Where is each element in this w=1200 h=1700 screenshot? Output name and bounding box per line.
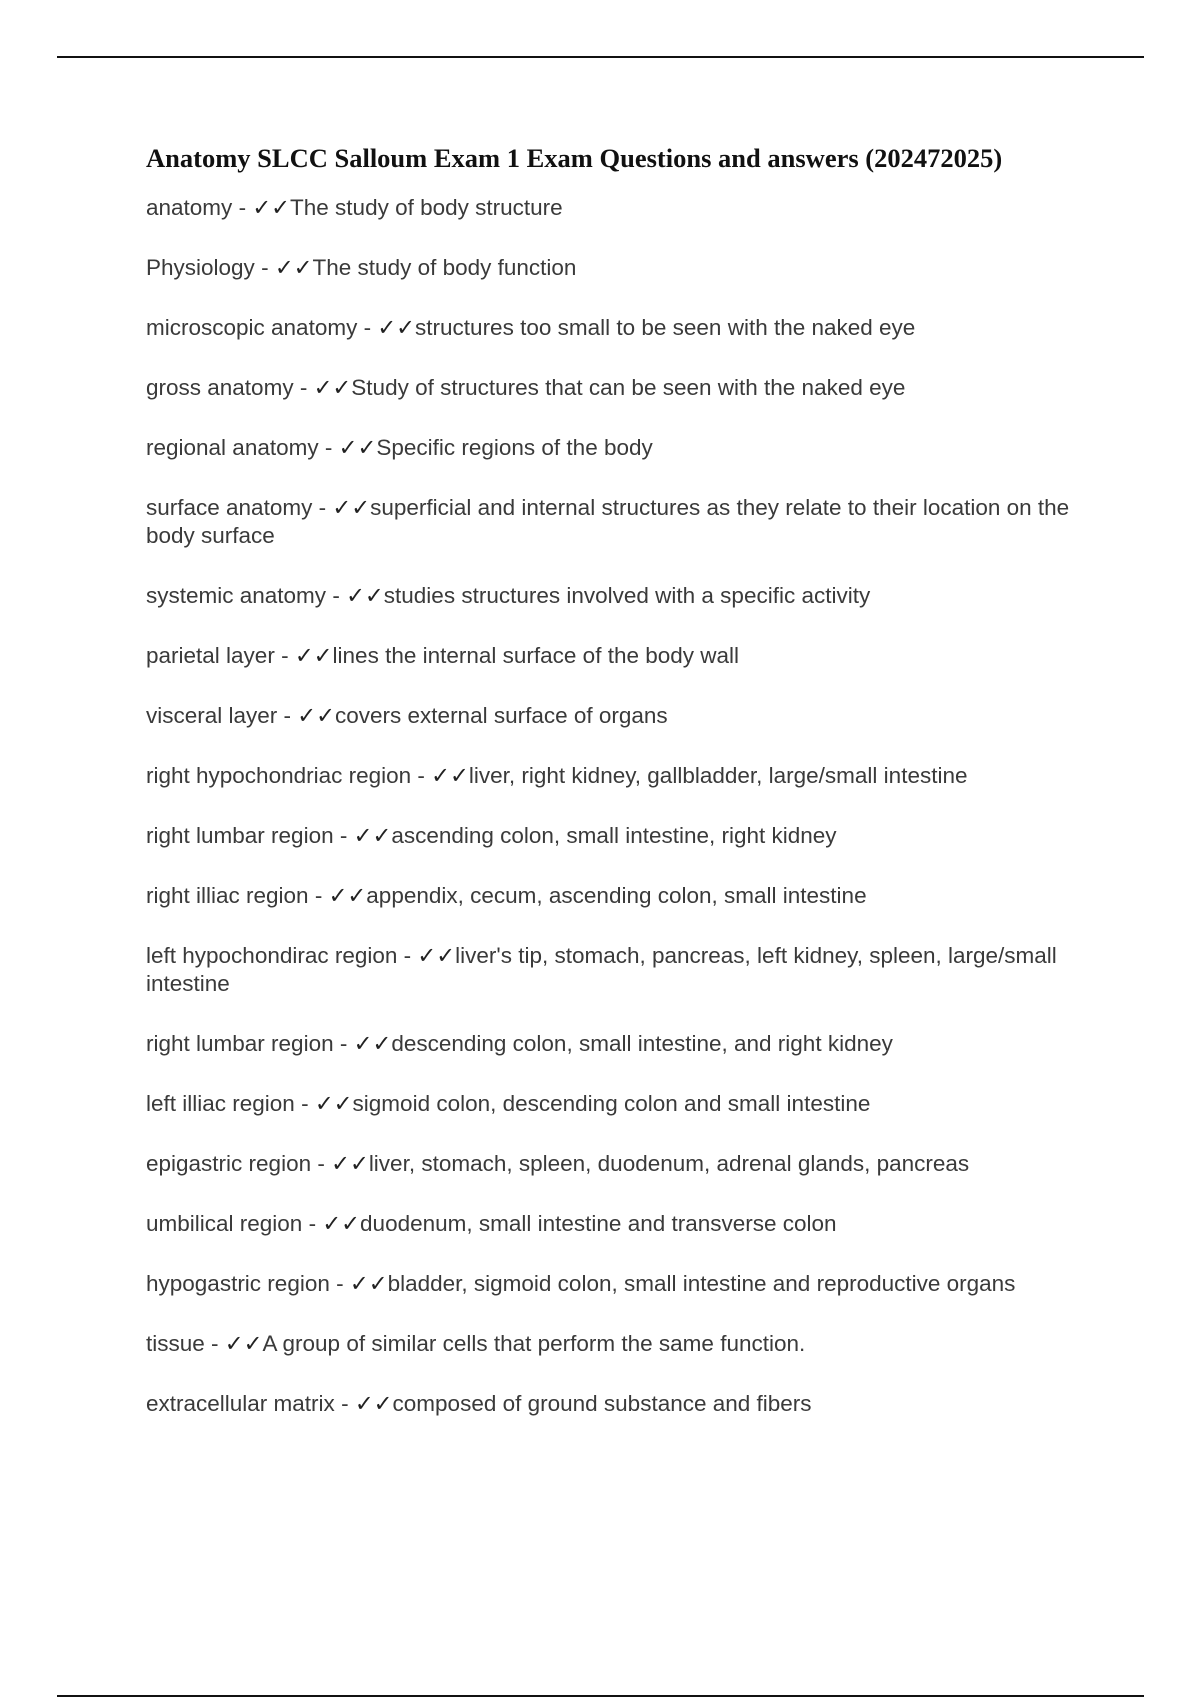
list-item — [146, 374, 1086, 402]
check-mark-icon: ✓✓ — [353, 823, 392, 849]
term: extracellular matrix — [146, 1391, 335, 1416]
separator: - — [329, 1271, 350, 1296]
check-mark-icon: ✓✓ — [314, 1091, 353, 1117]
separator: - — [397, 943, 418, 968]
separator: - — [334, 1391, 355, 1416]
definition: lines the internal surface of the body wall — [332, 643, 740, 668]
list-item — [146, 1210, 1086, 1238]
term: parietal layer — [146, 643, 275, 668]
definition: covers external surface of organs — [335, 703, 668, 728]
definition: liver, stomach, spleen, duodenum, adrenal glands, pancreas — [368, 1151, 970, 1176]
check-mark-icon: ✓✓ — [431, 763, 469, 789]
definition: A group of similar cells that perform the same function. — [262, 1331, 806, 1356]
definition: composed of ground substance and fibers — [392, 1391, 812, 1416]
term: surface anatomy — [146, 495, 313, 520]
definition: studies structures involved with a specific activity — [383, 583, 871, 608]
check-mark-icon: ✓✓ — [252, 195, 291, 221]
list-item — [146, 494, 1086, 550]
list-item — [146, 1090, 1086, 1118]
definition: The study of body structure — [290, 195, 563, 220]
term: epigastric region — [146, 1151, 312, 1176]
definition: duodenum, small intestine and transverse colon — [360, 1211, 837, 1236]
term: Physiology — [146, 255, 255, 280]
list-item — [146, 582, 1086, 610]
term-list — [146, 194, 1086, 1418]
definition: The study of body function — [312, 255, 577, 280]
term: right lumbar region — [146, 823, 334, 848]
check-mark-icon: ✓✓ — [338, 435, 377, 461]
check-mark-icon: ✓✓ — [377, 315, 416, 341]
check-mark-icon: ✓✓ — [297, 703, 336, 729]
term: right lumbar region — [146, 1031, 334, 1056]
list-item — [146, 254, 1086, 282]
footer-rule — [57, 1695, 1144, 1697]
term: anatomy — [146, 195, 233, 220]
list-item — [146, 642, 1086, 670]
list-item — [146, 882, 1086, 910]
term: microscopic anatomy — [146, 315, 358, 340]
check-mark-icon: ✓✓ — [346, 583, 384, 609]
check-mark-icon: ✓✓ — [313, 375, 352, 401]
term: left illiac region — [146, 1091, 295, 1116]
list-item — [146, 1270, 1086, 1298]
separator: - — [326, 583, 347, 608]
term: left hypochondirac region — [146, 943, 398, 968]
separator: - — [293, 375, 314, 400]
definition: liver, right kidney, gallbladder, large/small intestine — [468, 763, 968, 788]
list-item — [146, 762, 1086, 790]
term: umbilical region — [146, 1211, 303, 1236]
separator: - — [308, 883, 329, 908]
separator: - — [411, 763, 432, 788]
separator: - — [333, 1031, 354, 1056]
check-mark-icon: ✓✓ — [353, 1031, 392, 1057]
document-title: Anatomy SLCC Salloum Exam 1 Exam Questions and answers (202472025) — [146, 143, 1003, 173]
term: systemic anatomy — [146, 583, 327, 608]
term: gross anatomy — [146, 375, 294, 400]
separator: - — [311, 1151, 332, 1176]
check-mark-icon: ✓✓ — [224, 1331, 263, 1357]
definition: superficial and internal structures as they relate to their location on the body surface — [146, 495, 1070, 548]
list-item — [146, 194, 1086, 222]
separator: - — [274, 643, 295, 668]
separator: - — [254, 255, 275, 280]
list-item — [146, 1030, 1086, 1058]
separator: - — [333, 823, 354, 848]
term: regional anatomy — [146, 435, 319, 460]
definition: liver's tip, stomach, pancreas, left kidney, spleen, large/small intestine — [146, 943, 1057, 996]
separator: - — [312, 495, 333, 520]
definition: structures too small to be seen with the naked eye — [415, 315, 916, 340]
check-mark-icon: ✓✓ — [349, 1271, 388, 1297]
check-mark-icon: ✓✓ — [294, 643, 333, 669]
separator: - — [294, 1091, 315, 1116]
separator: - — [204, 1331, 225, 1356]
separator: - — [277, 703, 298, 728]
separator: - — [357, 315, 378, 340]
list-item — [146, 702, 1086, 730]
definition: bladder, sigmoid colon, small intestine and reproductive organs — [387, 1271, 1016, 1296]
list-item — [146, 1150, 1086, 1178]
term: hypogastric region — [146, 1271, 330, 1296]
separator: - — [318, 435, 339, 460]
list-item — [146, 314, 1086, 342]
definition: descending colon, small intestine, and right kidney — [391, 1031, 893, 1056]
check-mark-icon: ✓✓ — [332, 495, 371, 521]
definition: Study of structures that can be seen with the naked eye — [351, 375, 906, 400]
check-mark-icon: ✓✓ — [328, 883, 367, 909]
check-mark-icon: ✓✓ — [322, 1211, 361, 1237]
definition: appendix, cecum, ascending colon, small intestine — [366, 883, 867, 908]
term: right hypochondriac region — [146, 763, 412, 788]
check-mark-icon: ✓✓ — [331, 1151, 369, 1177]
check-mark-icon: ✓✓ — [354, 1391, 393, 1417]
list-item — [146, 822, 1086, 850]
term: visceral layer — [146, 703, 278, 728]
definition: Specific regions of the body — [376, 435, 653, 460]
term: right illiac region — [146, 883, 309, 908]
list-item — [146, 942, 1086, 998]
list-item — [146, 1330, 1086, 1358]
document-body — [146, 141, 1086, 1450]
definition: ascending colon, small intestine, right kidney — [391, 823, 837, 848]
separator: - — [232, 195, 253, 220]
check-mark-icon: ✓✓ — [417, 943, 456, 969]
header-rule — [57, 56, 1144, 58]
list-item — [146, 1390, 1086, 1418]
check-mark-icon: ✓✓ — [274, 255, 313, 281]
separator: - — [302, 1211, 323, 1236]
term: tissue — [146, 1331, 205, 1356]
definition: sigmoid colon, descending colon and small intestine — [352, 1091, 871, 1116]
list-item — [146, 434, 1086, 462]
